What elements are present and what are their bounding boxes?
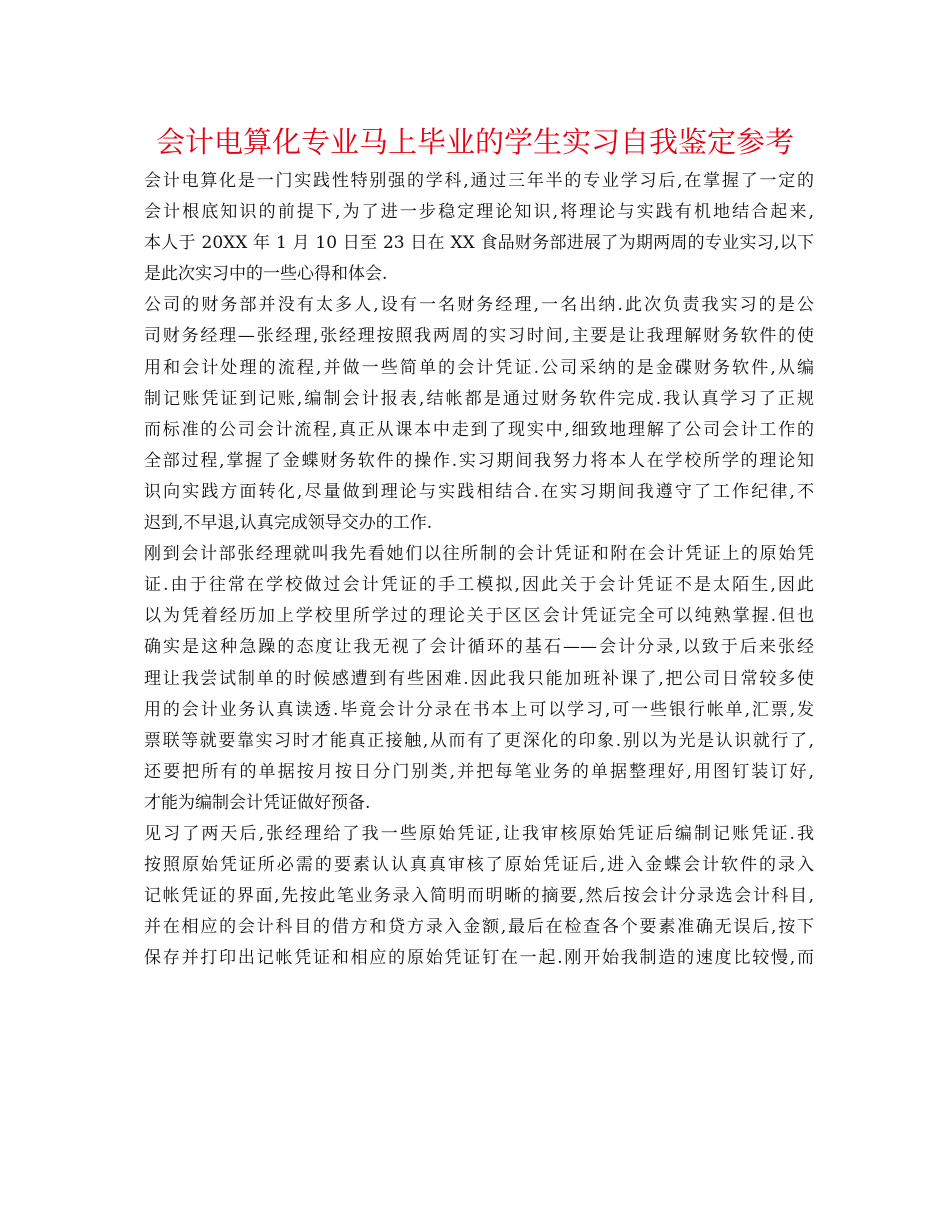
body-line: 制记账凭证到记账,编制会计报表,结帐都是通过财务软件完成.我认真学习了正规 <box>144 388 814 409</box>
body-line: 司财务经理—张经理,张经理按照我两周的实习时间,主要是让我理解财务软件的使 <box>144 326 814 347</box>
body-line: 公司的财务部并没有太多人,设有一名财务经理,一名出纳.此次负责我实习的是公 <box>144 295 814 316</box>
body-line: 记帐凭证的界面,先按此笔业务录入简明而明晰的摘要,然后按会计分录选会计科目, <box>144 886 814 907</box>
body-line: 证.由于往常在学校做过会计凭证的手工模拟,因此关于会计凭证不是太陌生,因此 <box>144 575 814 596</box>
document-title: 会计电算化专业马上毕业的学生实习自我鉴定参考 <box>155 125 794 159</box>
body-line: 而标准的公司会计流程,真正从课本中走到了现实中,细致地理解了公司会计工作的 <box>144 419 814 440</box>
document-body <box>144 166 814 974</box>
body-line: 保存并打印出记帐凭证和相应的原始凭证钉在一起.刚开始我制造的速度比较慢,而 <box>144 948 814 969</box>
body-line: 以为凭着经历加上学校里所学过的理论关于区区会计凭证完全可以纯熟掌握.但也 <box>144 606 814 627</box>
body-line: 迟到,不早退,认真完成领导交办的工作. <box>144 513 433 534</box>
body-line: 用和会计处理的流程,并做一些简单的会计凭证.公司采纳的是金碟财务软件,从编 <box>144 357 814 378</box>
body-line: 本人于 20XX 年 1 月 10 日至 23 日在 XX 食品财务部进展了为期两周的专业实习,以下 <box>144 233 814 254</box>
body-line: 刚到会计部张经理就叫我先看她们以往所制的会计凭证和附在会计凭证上的原始凭 <box>144 544 814 565</box>
body-line: 见习了两天后,张经理给了我一些原始凭证,让我审核原始凭证后编制记账凭证.我 <box>144 823 814 844</box>
body-line: 会计电算化是一门实践性特别强的学科,通过三年半的专业学习后,在掌握了一定的 <box>144 171 814 191</box>
body-line: 全部过程,掌握了金蝶财务软件的操作.实习期间我努力将本人在学校所学的理论知 <box>144 450 814 471</box>
body-line: 才能为编制会计凭证做好预备. <box>144 792 371 813</box>
body-line: 用的会计业务认真读透.毕竟会计分录在书本上可以学习,可一些银行帐单,汇票,发 <box>144 699 814 720</box>
body-line: 理让我尝试制单的时候感遭到有些困难.因此我只能加班补课了,把公司日常较多使 <box>144 668 814 689</box>
body-line: 票联等就要靠实习时才能真正接触,从而有了更深化的印象.别以为光是认识就行了, <box>144 730 814 751</box>
body-line: 按照原始凭证所必需的要素认认真真审核了原始凭证后,进入金蝶会计软件的录入 <box>144 855 814 876</box>
body-line: 确实是这种急躁的态度让我无视了会计循环的基石——会计分录,以致于后来张经 <box>144 637 814 658</box>
body-line: 并在相应的会计科目的借方和贷方录入金额,最后在检查各个要素准确无误后,按下 <box>144 917 814 938</box>
body-line: 是此次实习中的一些心得和体会. <box>144 264 388 285</box>
body-line: 识向实践方面转化,尽量做到理论与实践相结合.在实习期间我遵守了工作纪律,不 <box>144 481 814 502</box>
body-line: 会计根底知识的前提下,为了进一步稳定理论知识,将理论与实践有机地结合起来, <box>144 202 814 223</box>
body-line: 还要把所有的单据按月按日分门别类,并把每笔业务的单据整理好,用图钉装订好, <box>144 761 814 782</box>
